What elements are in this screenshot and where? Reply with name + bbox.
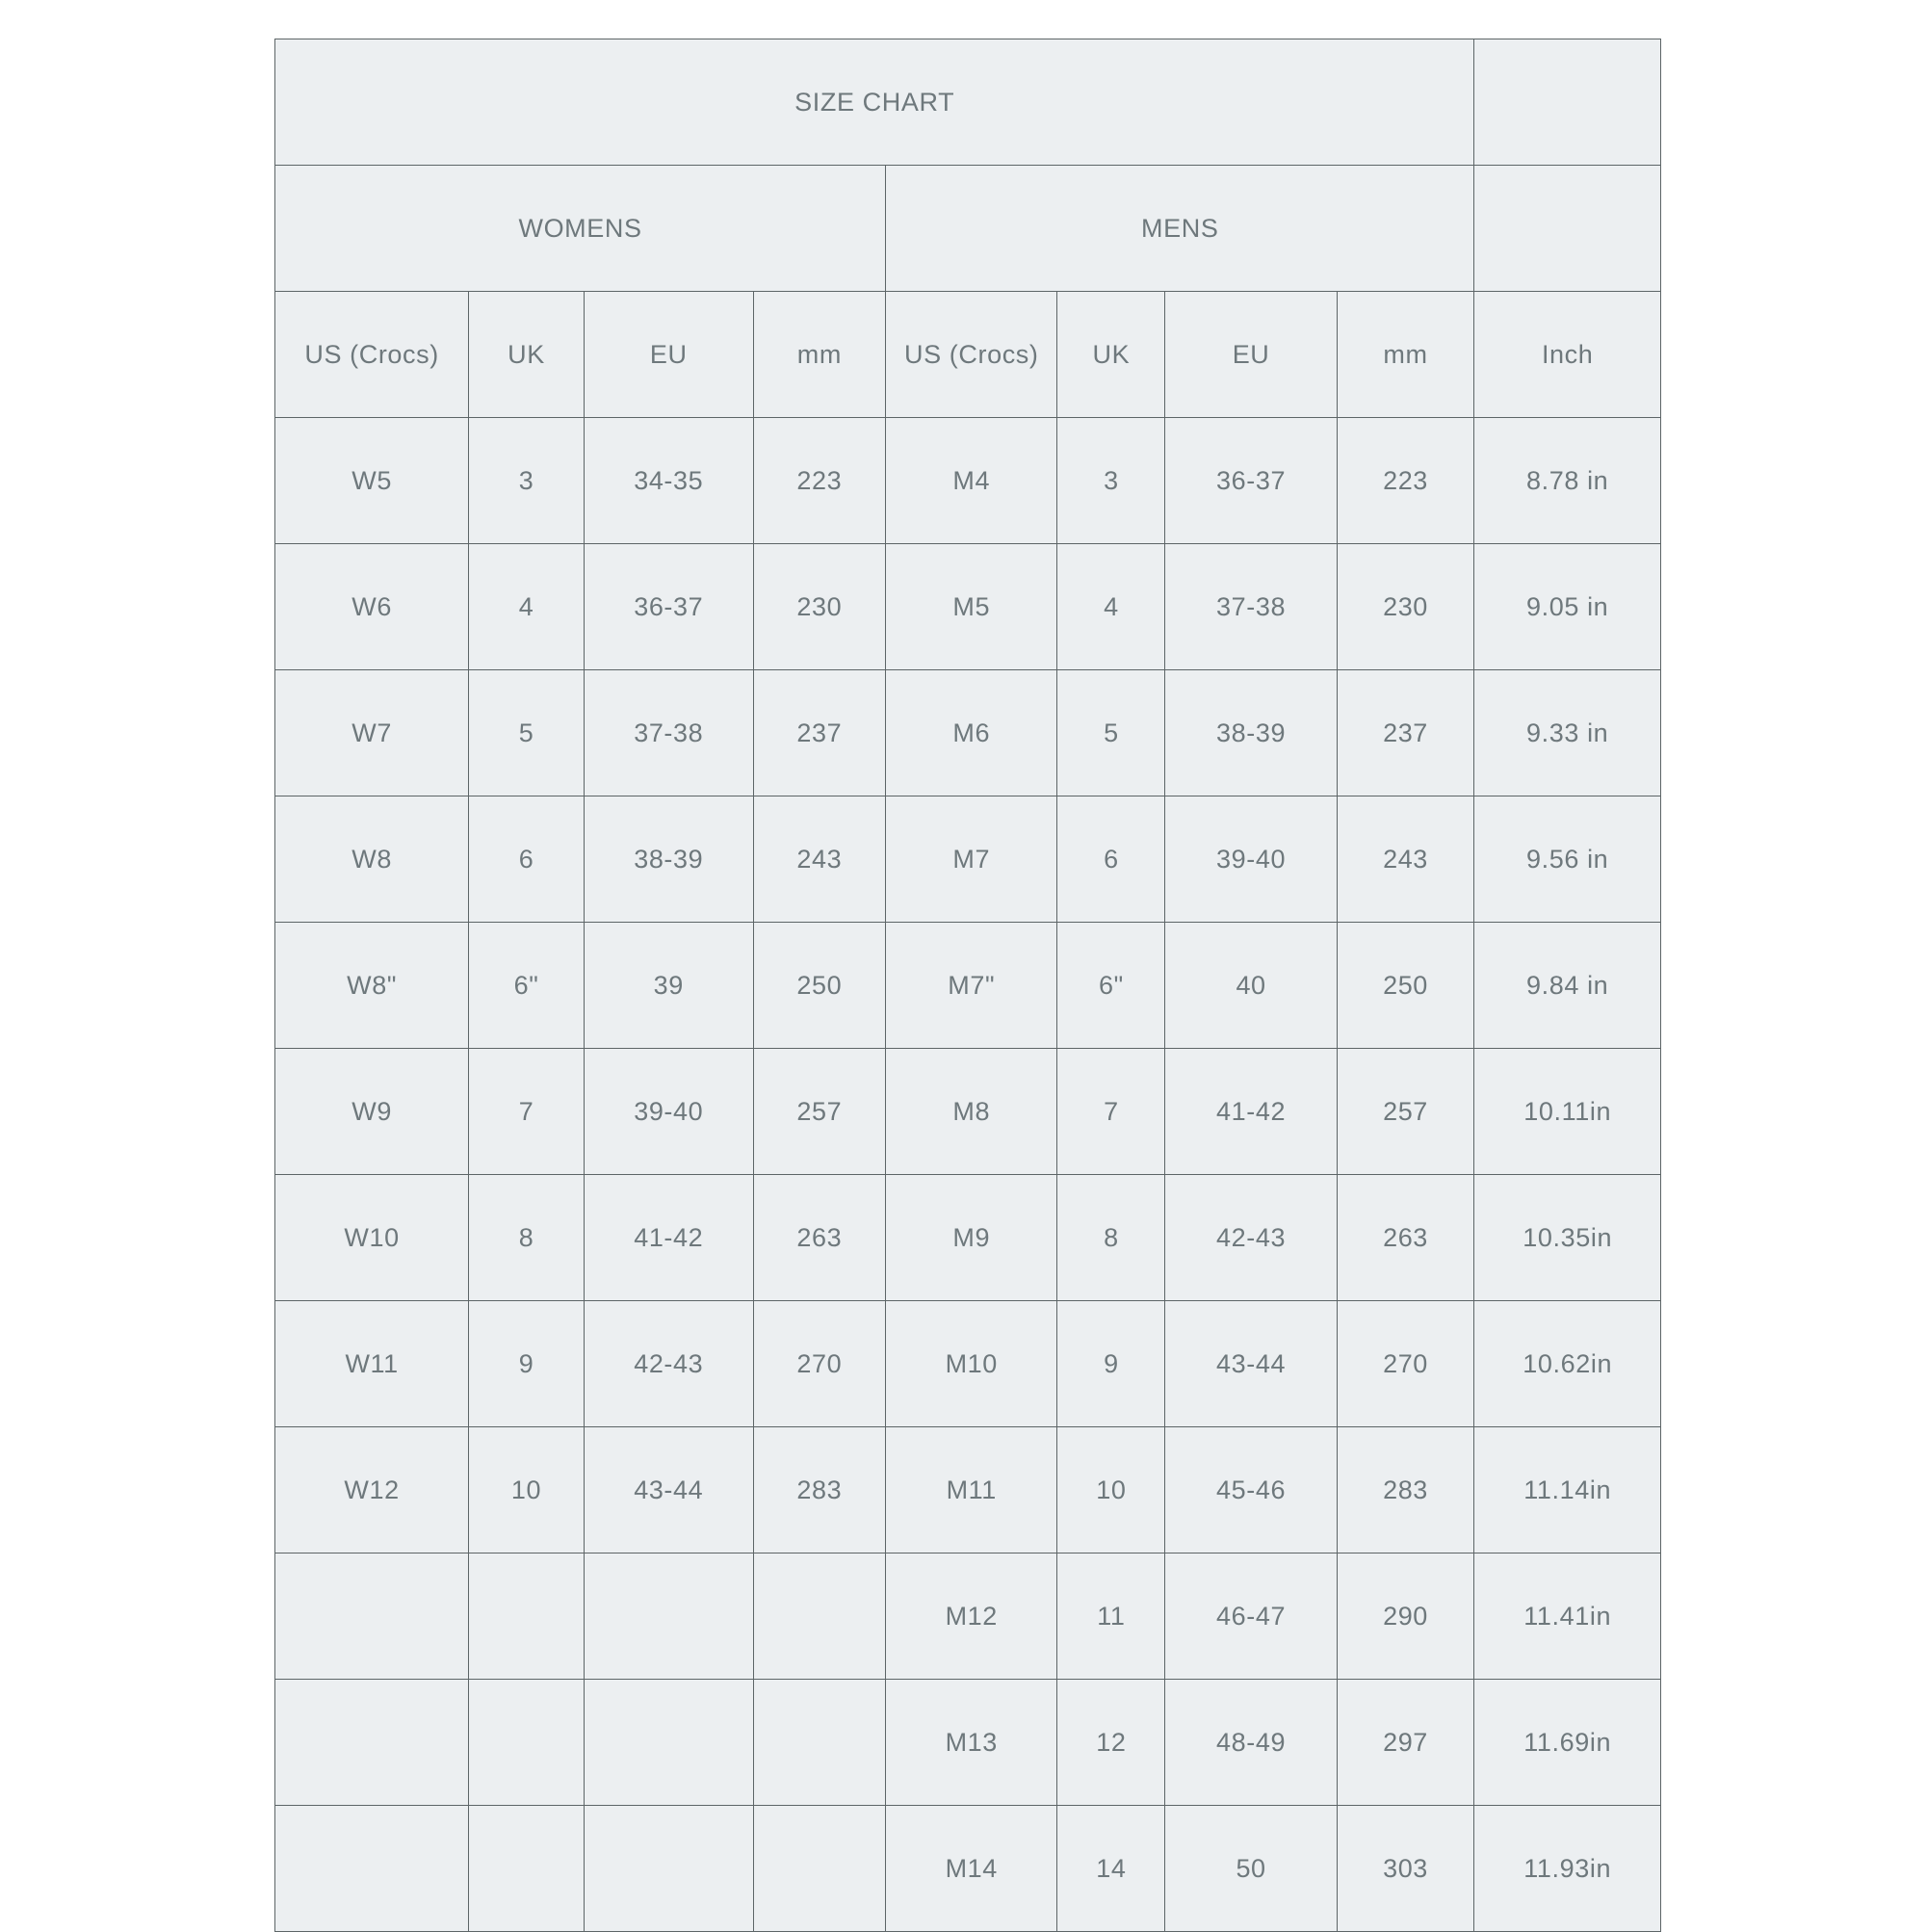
cell-mens-eu: 48-49 [1165, 1680, 1337, 1806]
cell-womens-us: W7 [275, 670, 469, 796]
cell-mens-us: M7" [886, 923, 1057, 1049]
cell-mens-us: M10 [886, 1301, 1057, 1427]
table-row [275, 1049, 1661, 1175]
cell-womens-eu: 38-39 [584, 796, 753, 923]
cell-mens-eu: 37-38 [1165, 544, 1337, 670]
cell-womens-mm: 283 [753, 1427, 886, 1553]
table-row-title [275, 39, 1661, 166]
cell-inch: 11.93in [1474, 1806, 1661, 1932]
group-header-womens: WOMENS [275, 166, 886, 292]
table-row [275, 1553, 1661, 1680]
cell-inch: 11.41in [1474, 1553, 1661, 1680]
cell-mens-eu: 42-43 [1165, 1175, 1337, 1301]
table-row [275, 1175, 1661, 1301]
cell-womens-us: W8 [275, 796, 469, 923]
cell-womens-eu [584, 1806, 753, 1932]
cell-womens-uk: 5 [469, 670, 585, 796]
cell-womens-uk: 6 [469, 796, 585, 923]
cell-womens-uk: 9 [469, 1301, 585, 1427]
cell-mens-uk: 7 [1057, 1049, 1165, 1175]
cell-mens-uk: 3 [1057, 418, 1165, 544]
size-chart-container [274, 39, 1661, 1932]
cell-mens-mm: 250 [1337, 923, 1474, 1049]
cell-mens-mm: 303 [1337, 1806, 1474, 1932]
table-row [275, 796, 1661, 923]
cell-mens-mm: 283 [1337, 1427, 1474, 1553]
cell-mens-mm: 223 [1337, 418, 1474, 544]
table-row [275, 923, 1661, 1049]
size-chart-table [274, 39, 1661, 1932]
cell-inch: 10.62in [1474, 1301, 1661, 1427]
cell-womens-uk: 3 [469, 418, 585, 544]
table-row [275, 1680, 1661, 1806]
cell-womens-mm [753, 1680, 886, 1806]
cell-mens-eu: 40 [1165, 923, 1337, 1049]
column-header-inch: Inch [1474, 292, 1661, 418]
cell-womens-uk: 8 [469, 1175, 585, 1301]
group-row-blank [1474, 166, 1661, 292]
cell-mens-eu: 41-42 [1165, 1049, 1337, 1175]
cell-womens-us: W6 [275, 544, 469, 670]
cell-mens-us: M6 [886, 670, 1057, 796]
cell-womens-us: W10 [275, 1175, 469, 1301]
cell-womens-mm: 250 [753, 923, 886, 1049]
cell-mens-uk: 6 [1057, 796, 1165, 923]
cell-mens-mm: 290 [1337, 1553, 1474, 1680]
cell-mens-us: M8 [886, 1049, 1057, 1175]
cell-womens-mm: 223 [753, 418, 886, 544]
cell-womens-us [275, 1680, 469, 1806]
cell-womens-eu: 37-38 [584, 670, 753, 796]
table-row [275, 1806, 1661, 1932]
cell-womens-us: W12 [275, 1427, 469, 1553]
table-row [275, 670, 1661, 796]
cell-womens-uk: 10 [469, 1427, 585, 1553]
cell-womens-mm: 263 [753, 1175, 886, 1301]
cell-mens-uk: 14 [1057, 1806, 1165, 1932]
cell-womens-eu: 43-44 [584, 1427, 753, 1553]
cell-womens-us: W8" [275, 923, 469, 1049]
cell-mens-mm: 257 [1337, 1049, 1474, 1175]
cell-mens-uk: 6" [1057, 923, 1165, 1049]
cell-mens-eu: 43-44 [1165, 1301, 1337, 1427]
cell-mens-uk: 9 [1057, 1301, 1165, 1427]
cell-mens-us: M5 [886, 544, 1057, 670]
cell-womens-us [275, 1553, 469, 1680]
cell-womens-mm: 270 [753, 1301, 886, 1427]
cell-inch: 10.35in [1474, 1175, 1661, 1301]
cell-mens-uk: 5 [1057, 670, 1165, 796]
cell-womens-mm [753, 1553, 886, 1680]
column-header-mens-mm: mm [1337, 292, 1474, 418]
table-row [275, 544, 1661, 670]
cell-inch: 8.78 in [1474, 418, 1661, 544]
cell-mens-eu: 50 [1165, 1806, 1337, 1932]
cell-womens-uk: 7 [469, 1049, 585, 1175]
column-header-womens-us: US (Crocs) [275, 292, 469, 418]
cell-mens-mm: 297 [1337, 1680, 1474, 1806]
cell-womens-eu [584, 1680, 753, 1806]
table-row-headers [275, 292, 1661, 418]
table-row [275, 1427, 1661, 1553]
cell-mens-uk: 12 [1057, 1680, 1165, 1806]
cell-mens-uk: 4 [1057, 544, 1165, 670]
cell-mens-eu: 46-47 [1165, 1553, 1337, 1680]
cell-womens-mm: 257 [753, 1049, 886, 1175]
column-header-mens-uk: UK [1057, 292, 1165, 418]
table-row [275, 1301, 1661, 1427]
cell-inch: 10.11in [1474, 1049, 1661, 1175]
cell-mens-us: M13 [886, 1680, 1057, 1806]
cell-mens-eu: 45-46 [1165, 1427, 1337, 1553]
cell-womens-eu: 39 [584, 923, 753, 1049]
cell-womens-us: W5 [275, 418, 469, 544]
cell-womens-uk [469, 1806, 585, 1932]
column-header-mens-us: US (Crocs) [886, 292, 1057, 418]
cell-mens-mm: 230 [1337, 544, 1474, 670]
cell-inch: 9.84 in [1474, 923, 1661, 1049]
cell-mens-mm: 237 [1337, 670, 1474, 796]
cell-womens-eu: 34-35 [584, 418, 753, 544]
cell-mens-mm: 243 [1337, 796, 1474, 923]
cell-mens-uk: 10 [1057, 1427, 1165, 1553]
cell-mens-mm: 263 [1337, 1175, 1474, 1301]
table-row-groups [275, 166, 1661, 292]
cell-womens-eu: 41-42 [584, 1175, 753, 1301]
cell-mens-eu: 39-40 [1165, 796, 1337, 923]
cell-mens-eu: 38-39 [1165, 670, 1337, 796]
cell-womens-uk: 6" [469, 923, 585, 1049]
cell-mens-uk: 11 [1057, 1553, 1165, 1680]
cell-womens-eu: 39-40 [584, 1049, 753, 1175]
column-header-womens-uk: UK [469, 292, 585, 418]
cell-inch: 9.05 in [1474, 544, 1661, 670]
group-header-mens: MENS [886, 166, 1474, 292]
cell-womens-uk [469, 1680, 585, 1806]
cell-mens-us: M7 [886, 796, 1057, 923]
cell-womens-us: W11 [275, 1301, 469, 1427]
cell-inch: 11.14in [1474, 1427, 1661, 1553]
title-row-blank [1474, 39, 1661, 166]
cell-inch: 11.69in [1474, 1680, 1661, 1806]
cell-womens-eu [584, 1553, 753, 1680]
cell-womens-eu: 36-37 [584, 544, 753, 670]
cell-womens-us [275, 1806, 469, 1932]
cell-womens-mm: 243 [753, 796, 886, 923]
cell-womens-uk [469, 1553, 585, 1680]
cell-mens-us: M12 [886, 1553, 1057, 1680]
cell-womens-mm: 230 [753, 544, 886, 670]
cell-mens-mm: 270 [1337, 1301, 1474, 1427]
table-row [275, 418, 1661, 544]
cell-mens-eu: 36-37 [1165, 418, 1337, 544]
cell-womens-us: W9 [275, 1049, 469, 1175]
cell-womens-eu: 42-43 [584, 1301, 753, 1427]
cell-inch: 9.56 in [1474, 796, 1661, 923]
cell-inch: 9.33 in [1474, 670, 1661, 796]
cell-womens-uk: 4 [469, 544, 585, 670]
cell-mens-us: M4 [886, 418, 1057, 544]
cell-mens-us: M14 [886, 1806, 1057, 1932]
page-title: SIZE CHART [275, 39, 1474, 166]
cell-womens-mm: 237 [753, 670, 886, 796]
column-header-mens-eu: EU [1165, 292, 1337, 418]
column-header-womens-mm: mm [753, 292, 886, 418]
cell-mens-us: M11 [886, 1427, 1057, 1553]
cell-womens-mm [753, 1806, 886, 1932]
column-header-womens-eu: EU [584, 292, 753, 418]
cell-mens-uk: 8 [1057, 1175, 1165, 1301]
cell-mens-us: M9 [886, 1175, 1057, 1301]
